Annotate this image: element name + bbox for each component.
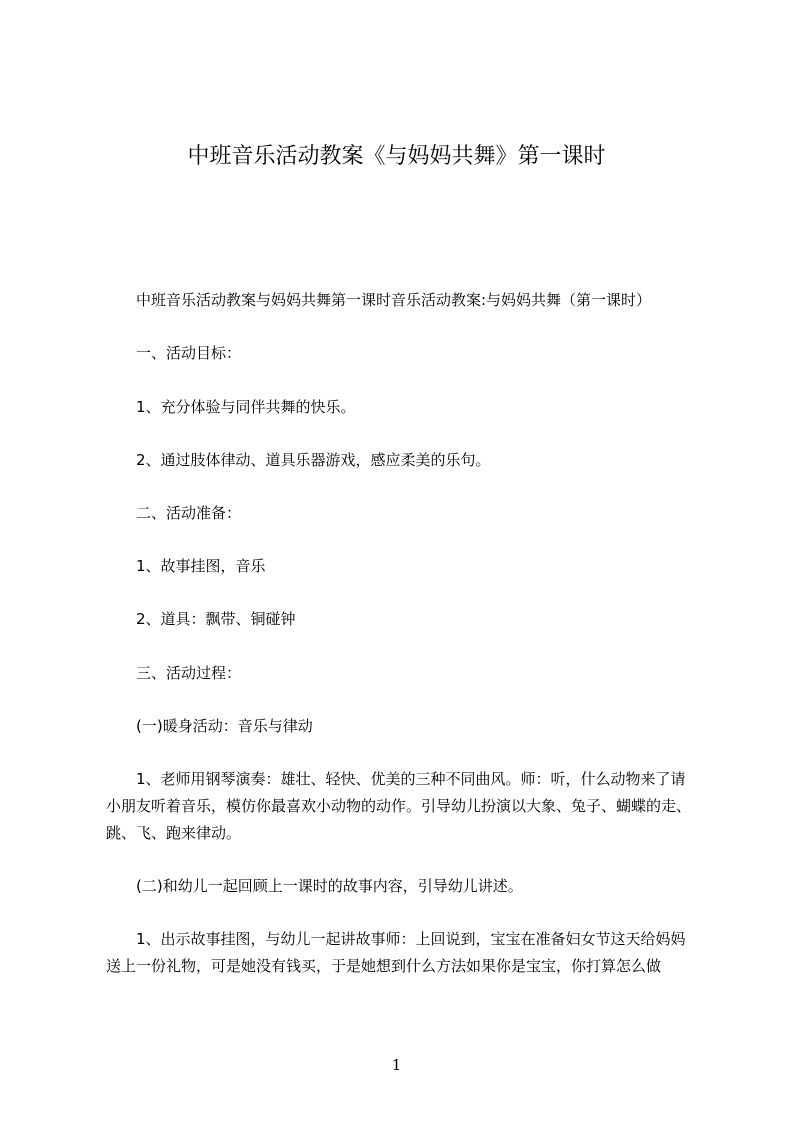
page-number: 1 xyxy=(391,1056,402,1074)
section-heading-goals: 一、活动目标： xyxy=(136,344,242,362)
process-subheading-warmup: (一)暖身活动：音乐与律动 xyxy=(136,717,313,735)
document-title: 中班音乐活动教案《与妈妈共舞》第一课时 xyxy=(187,144,606,169)
section-heading-process: 三、活动过程： xyxy=(136,664,242,682)
process-subheading-review: (二)和幼儿一起回顾上一课时的故事内容，引导幼儿讲述。 xyxy=(136,877,523,895)
intro-paragraph: 中班音乐活动教案与妈妈共舞第一课时音乐活动教案:与妈妈共舞（第一课时） xyxy=(136,291,652,309)
preparation-item-2: 2、道具：飘带、铜碰钟 xyxy=(136,610,296,628)
section-heading-preparation: 二、活动准备： xyxy=(136,504,242,522)
process-warmup-item-1: 1、老师用钢琴演奏：雄壮、轻快、优美的三种不同曲风。师：听，什么动物来了请小朋友听着音乐，模仿你最喜欢小动物的动作。引导幼儿扮演以大象、兔子、蝴蝶的走、跳、飞、跑来律动。 xyxy=(106,770,692,842)
preparation-item-1: 1、故事挂图，音乐 xyxy=(136,557,266,575)
process-review-item-1: 1、出示故事挂图，与幼儿一起讲故事师：上回说到，宝宝在准备妇女节这天给妈妈送上一份礼物，可是她没有钱买，于是她想到什么方法如果你是宝宝，你打算怎么做 xyxy=(106,930,686,975)
goal-item-1: 1、充分体验与同伴共舞的快乐。 xyxy=(136,398,356,416)
goal-item-2: 2、通过肢体律动、道具乐器游戏，感应柔美的乐句。 xyxy=(136,451,491,469)
